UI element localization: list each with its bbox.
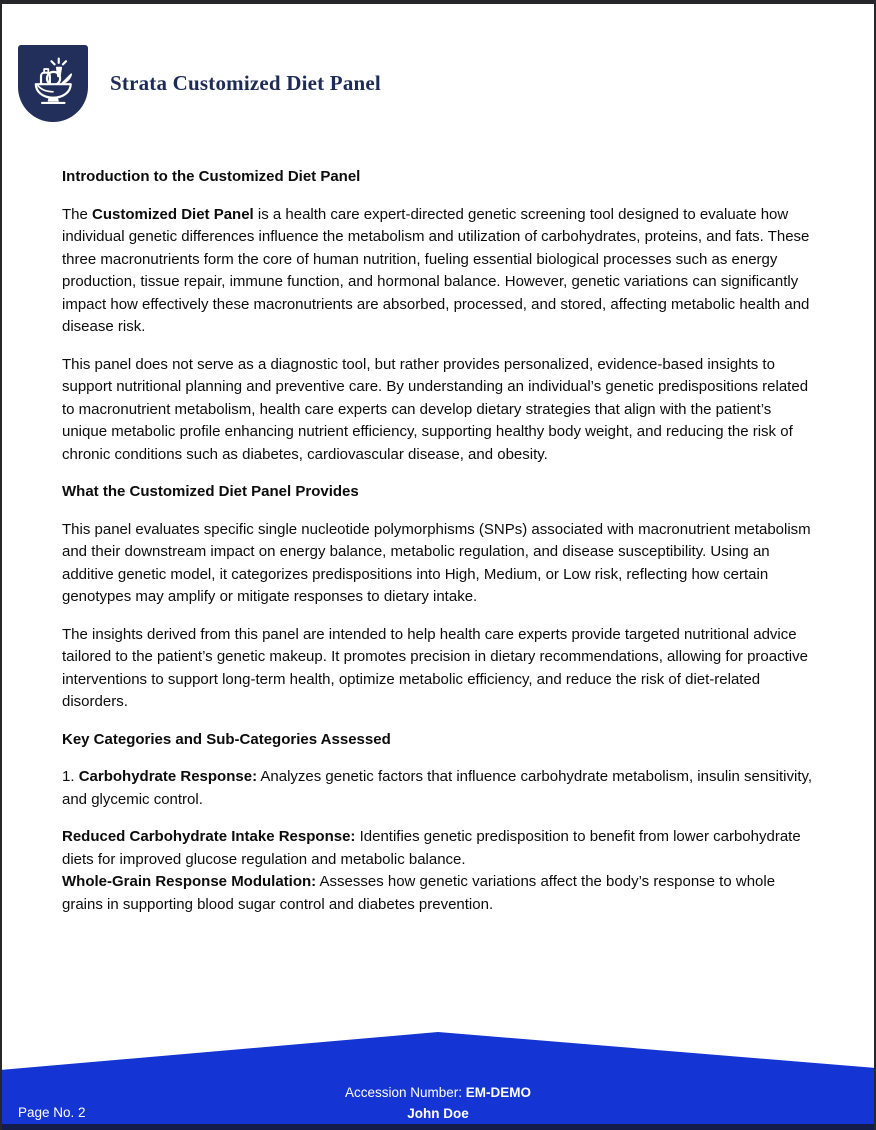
text-run: This panel evaluates specific single nucleotide polymorphisms (SNPs) associated with macronutrient metabolism and their downstream impact on energy balance, metabolic regulation, and disease susceptibility. Using an additive genetic model, it categorizes predispositions into High, Medium, or Low risk, reflecting how certain genotypes may amplify or mitigate responses to dietary intake. [62,520,811,605]
text-run: This panel does not serve as a diagnostic tool, but rather provides personalized, evidence-based insights to support nutritional planning and preventive care. By understanding an individual’s genetic predispositions related to macronutrient metabolism, health care experts can develop dietary strategies that align with the patient’s unique metabolic profile enhancing nutrient efficiency, supporting healthy body weight, and reducing the risk of chronic conditions such as diabetes, cardiovascular disease, and obesity. [62,355,809,463]
footer-center-text [0,1082,876,1124]
paragraph [62,766,816,811]
bold-text-run: Customized Diet Panel [92,205,254,223]
paragraph [62,204,816,339]
fruit-bowl-icon [28,58,78,110]
text-run: Analyzes genetic factors that influence carbohydrate metabolism, insulin sensitivity, and glycemic control. [62,768,813,808]
paragraph [62,624,816,714]
bold-text-run: Whole-Grain Response Modulation: [62,873,317,890]
accession-number-line [0,1082,876,1103]
paragraph [62,826,816,916]
text-run: Identifies genetic predisposition to benefit from lower carbohydrate diets for improved glucose regulation and metabolic balance. [62,828,801,868]
brand-logo [18,45,88,122]
text-run: The [62,205,93,223]
footer-bottom-strip [0,1124,876,1130]
document-body [62,166,816,931]
footer [0,1030,876,1130]
page-top-border [0,0,876,4]
section-heading: Key Categories and Sub-Categories Assessed [62,730,391,748]
bold-text-run: Carbohydrate Response: [78,768,258,785]
accession-number-value: EM-DEMO [465,1085,532,1100]
paragraph [62,354,816,467]
page-title: Strata Customized Diet Panel [110,71,381,95]
text-run: Assesses how genetic variations affect the body’s response to whole grains in supporting blood sugar control and diabetes prevention. [62,873,776,913]
text-run: is a health care expert-directed genetic screening tool designed to evaluate how individual genetic differences influence the metabolism and utilization of carbohydrates, proteins, and fats. These three macronutrients form the core of human nutrition, fueling essential biological processes such as energy production, tissue repair, immune function, and hormonal balance. However, genetic variations can significantly impact how effectively these macronutrients are absorbed, processed, and stored, affecting metabolic health and disease risk. [62,205,810,335]
section-heading: What the Customized Diet Panel Provides [62,483,359,500]
bold-text-run: Reduced Carbohydrate Intake Response: [62,828,356,845]
accession-number-label: Accession Number: [344,1085,466,1100]
patient-name: John Doe [407,1106,469,1121]
text-run: 1. [62,768,79,785]
paragraph [62,519,816,609]
text-run: The insights derived from this panel are intended to help health care experts provide targeted nutritional advice tailored to the patient’s genetic makeup. It promotes precision in dietary recommendations, allowing for proactive interventions to support long-term health, optimize metabolic efficiency, and reduce the risk of diet-related disorders. [62,625,808,710]
section-heading: Introduction to the Customized Diet Panel [62,168,361,185]
page-number: Page No. 2 [18,1105,86,1120]
page-left-border [0,0,2,1130]
